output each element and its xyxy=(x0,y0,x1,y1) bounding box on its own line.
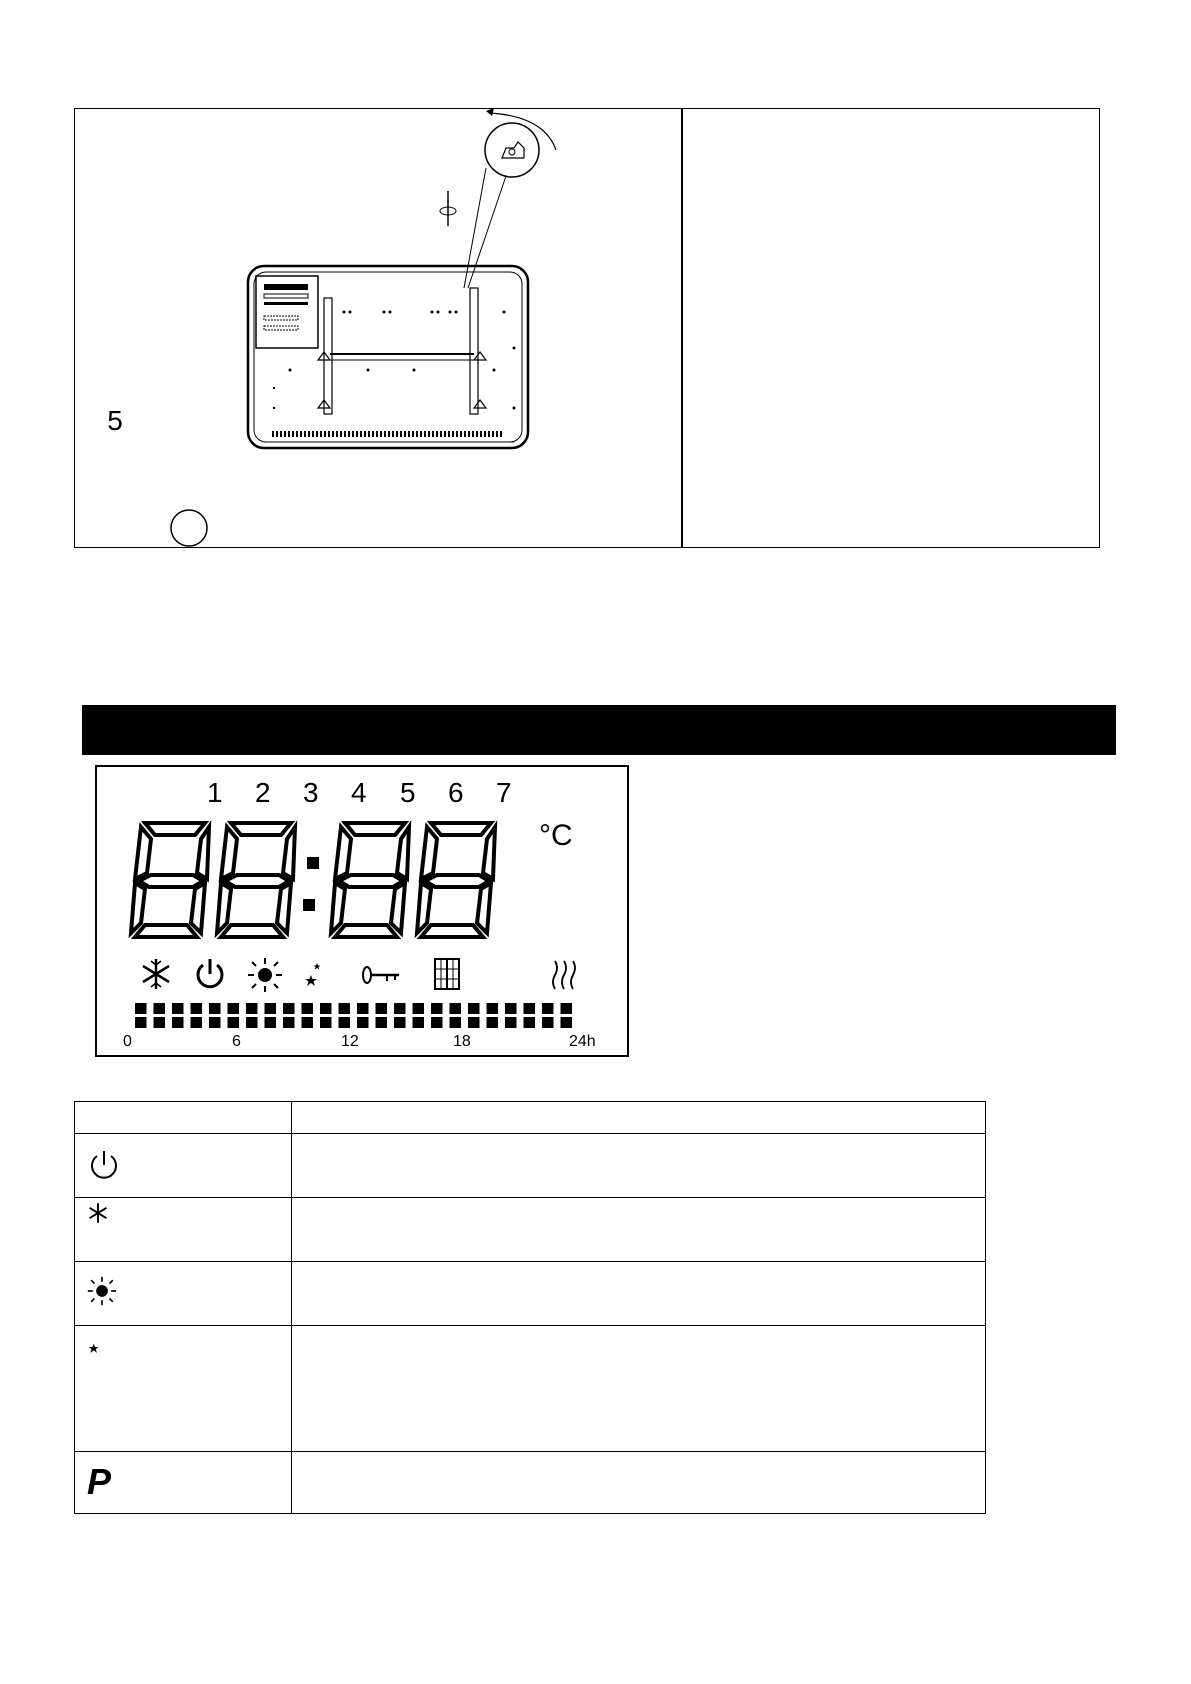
hour-segment xyxy=(505,1003,517,1014)
day-number: 6 xyxy=(448,777,464,808)
hour-segment xyxy=(320,1003,332,1014)
day-number: 2 xyxy=(255,777,271,808)
hour-segment xyxy=(339,1003,351,1014)
hour-segment xyxy=(561,1003,573,1014)
hour-segment xyxy=(302,1017,314,1028)
legend-description-cell xyxy=(292,1326,986,1452)
legend-icon-cell xyxy=(75,1134,292,1198)
hour-segment xyxy=(376,1003,388,1014)
hour-segment xyxy=(413,1017,425,1028)
legend-icon-cell xyxy=(75,1326,292,1452)
hour-segment xyxy=(357,1003,369,1014)
hour-segment xyxy=(542,1017,554,1028)
hour-segment xyxy=(209,1003,221,1014)
sun-icon xyxy=(87,1276,117,1306)
table-header-cell xyxy=(75,1102,292,1134)
day-number: 3 xyxy=(303,777,319,808)
heater-installation-drawing xyxy=(74,108,680,548)
sun-icon xyxy=(247,957,283,993)
hour-segment xyxy=(283,1003,295,1014)
hour-segment xyxy=(265,1017,277,1028)
legend-description-cell xyxy=(292,1134,986,1198)
symbol-legend-table xyxy=(74,1101,986,1514)
key-icon xyxy=(361,963,401,987)
section-header-bar xyxy=(82,705,1116,755)
hour-segment xyxy=(228,1017,240,1028)
hour-segment xyxy=(394,1003,406,1014)
hour-segment xyxy=(154,1017,166,1028)
hour-segment xyxy=(191,1017,203,1028)
hour-segment xyxy=(320,1017,332,1028)
hour-segment xyxy=(505,1017,517,1028)
legend-icon-cell xyxy=(75,1198,292,1262)
snowflake-icon xyxy=(139,957,173,991)
hour-segment xyxy=(154,1003,166,1014)
hour-segment xyxy=(450,1017,462,1028)
day-number: 7 xyxy=(496,777,512,808)
hour-segment xyxy=(468,1003,480,1014)
day-number: 1 xyxy=(207,777,223,808)
hour-segment xyxy=(487,1017,499,1028)
day-number: 5 xyxy=(400,777,416,808)
table-row xyxy=(75,1134,986,1198)
hour-segment xyxy=(450,1003,462,1014)
heat-waves-icon xyxy=(549,957,579,991)
table-row xyxy=(75,1326,986,1452)
step-number: 5 xyxy=(107,405,123,436)
hour-segment xyxy=(413,1003,425,1014)
time-tick: 18 xyxy=(453,1033,471,1050)
power-icon xyxy=(87,1148,121,1182)
table-row xyxy=(75,1102,986,1134)
time-tick: 6 xyxy=(232,1033,241,1050)
hour-segment xyxy=(394,1017,406,1028)
hour-segment xyxy=(468,1017,480,1028)
legend-description-cell xyxy=(292,1452,986,1514)
legend-icon-cell xyxy=(75,1452,292,1514)
table-row xyxy=(75,1452,986,1514)
hour-segment xyxy=(542,1003,554,1014)
hour-segment xyxy=(487,1003,499,1014)
figure-divider xyxy=(681,108,683,548)
window-icon xyxy=(433,957,461,991)
hour-segment xyxy=(246,1017,258,1028)
time-tick: 0 xyxy=(123,1033,132,1050)
table-row xyxy=(75,1262,986,1326)
snowflake-icon xyxy=(87,1202,109,1224)
power-icon xyxy=(193,957,227,991)
hour-segment xyxy=(524,1003,536,1014)
seven-segment-time xyxy=(127,819,527,939)
lcd-display xyxy=(95,765,629,1057)
hour-segment xyxy=(431,1017,443,1028)
moon-star-icon xyxy=(87,1332,117,1362)
legend-icon-cell xyxy=(75,1262,292,1326)
hour-segment xyxy=(376,1017,388,1028)
table-row xyxy=(75,1198,986,1262)
day-number: 4 xyxy=(351,777,367,808)
time-tick: 24h xyxy=(569,1033,596,1050)
hour-segment xyxy=(524,1017,536,1028)
hour-segment xyxy=(339,1017,351,1028)
hour-segment xyxy=(172,1003,184,1014)
temperature-unit: °C xyxy=(539,819,573,852)
hour-segment xyxy=(265,1003,277,1014)
time-tick: 12 xyxy=(341,1033,359,1050)
hour-segment xyxy=(228,1003,240,1014)
hour-segment xyxy=(191,1003,203,1014)
hourly-program-bar xyxy=(133,1001,577,1031)
p-letter-icon: P xyxy=(87,1461,112,1502)
hour-segment xyxy=(209,1017,221,1028)
legend-description-cell xyxy=(292,1262,986,1326)
hour-segment xyxy=(561,1017,573,1028)
hour-segment xyxy=(431,1003,443,1014)
table-header-cell xyxy=(292,1102,986,1134)
hour-segment xyxy=(246,1003,258,1014)
hour-segment xyxy=(172,1017,184,1028)
hour-segment xyxy=(302,1003,314,1014)
hour-segment xyxy=(283,1017,295,1028)
legend-description-cell xyxy=(292,1198,986,1262)
moon-star-icon xyxy=(303,957,339,993)
hour-segment xyxy=(357,1017,369,1028)
hour-segment xyxy=(135,1017,147,1028)
hour-segment xyxy=(135,1003,147,1014)
